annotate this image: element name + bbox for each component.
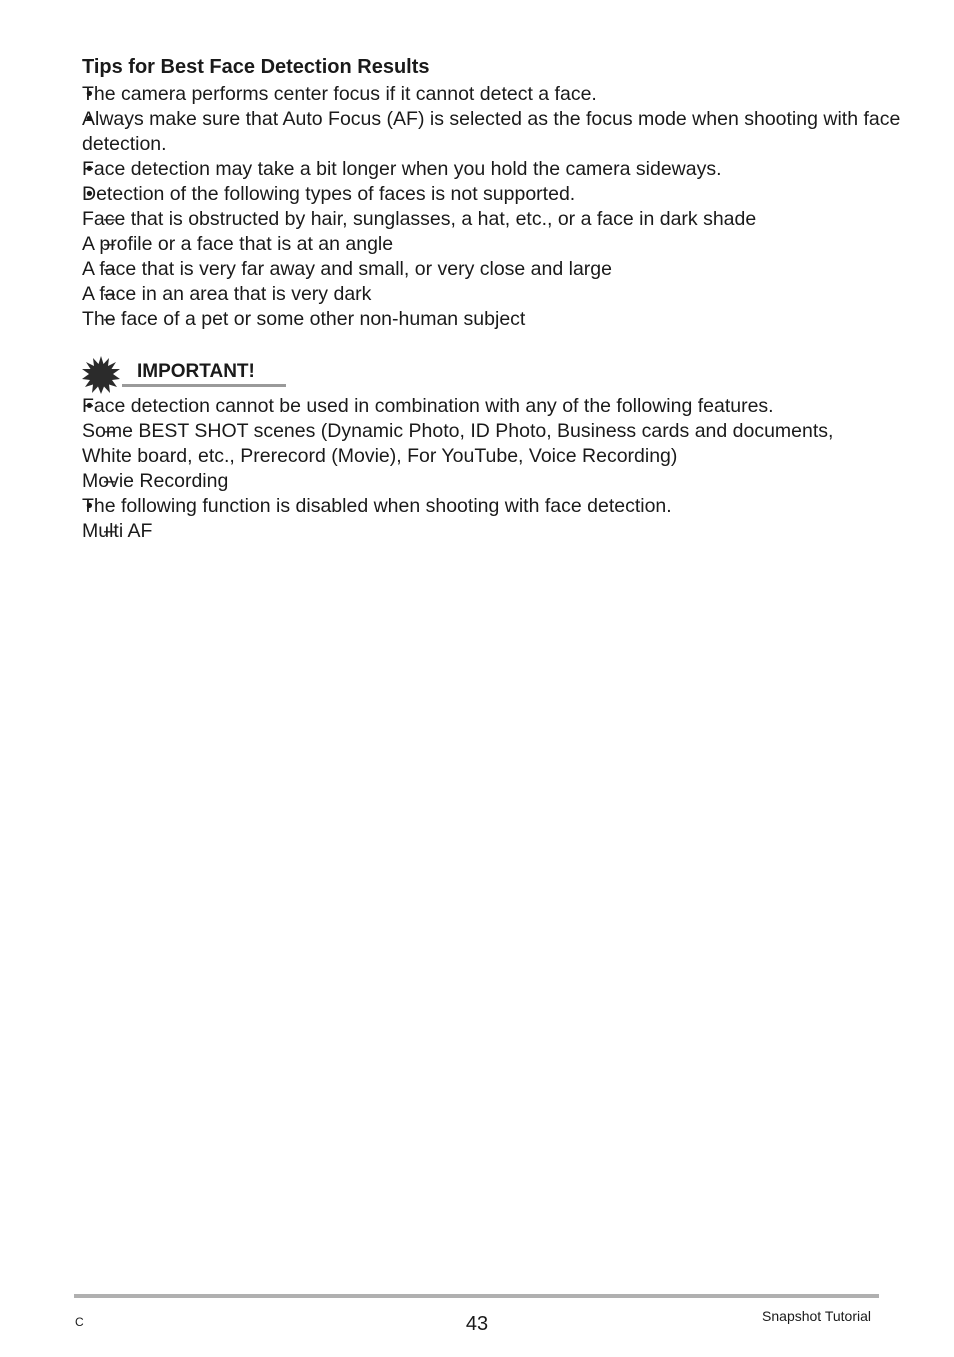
sub-list-item: – Multi AF <box>82 519 954 544</box>
important-underline <box>122 384 286 387</box>
list-item: • Detection of the following types of faces is not supported. <box>82 182 954 207</box>
list-item: • Face detection cannot be used in combination with any of the following features. <box>82 394 954 419</box>
footer-language: C <box>75 1315 84 1329</box>
important-label: IMPORTANT! <box>137 361 255 382</box>
important-heading <box>82 356 286 390</box>
important-list <box>82 394 954 544</box>
list-item: • Always make sure that Auto Focus (AF) is selected as the focus mode when shooting with face detection. <box>82 107 954 157</box>
sub-list-item: – Face that is obstructed by hair, sunglasses, a hat, etc., or a face in dark shade <box>82 207 954 232</box>
section-title: Tips for Best Face Detection Results <box>82 56 430 78</box>
sub-list-item: – A face in an area that is very dark <box>82 282 954 307</box>
tips-list <box>82 82 954 332</box>
page-number: 43 <box>465 1313 489 1335</box>
list-item: • The following function is disabled when shooting with face detection. <box>82 494 954 519</box>
sub-list-item: – A profile or a face that is at an angle <box>82 232 954 257</box>
sub-list-item: – A face that is very far away and small, or very close and large <box>82 257 954 282</box>
starburst-icon <box>82 356 120 394</box>
sub-list-item: – The face of a pet or some other non-human subject <box>82 307 954 332</box>
footer-divider <box>74 1294 879 1298</box>
list-item: • The camera performs center focus if it cannot detect a face. <box>82 82 954 107</box>
footer-section-title: Snapshot Tutorial <box>762 1308 871 1324</box>
sub-list-item: – Movie Recording <box>82 469 954 494</box>
sub-list-item: – Some BEST SHOT scenes (Dynamic Photo, ID Photo, Business cards and documents, White board, etc., Prerecord (Movie), For YouTube, Voice Recording) <box>82 419 954 469</box>
list-item: • Face detection may take a bit longer when you hold the camera sideways. <box>82 157 954 182</box>
